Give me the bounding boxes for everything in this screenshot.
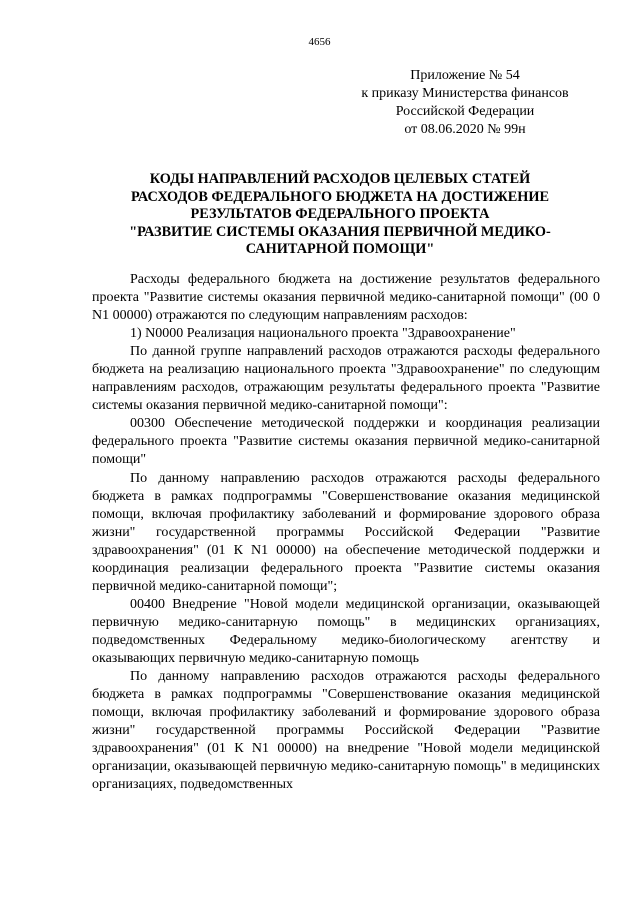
appendix-line: от 08.06.2020 № 99н: [404, 122, 526, 137]
document-body: [92, 271, 600, 794]
paragraph: 00300 Обеспечение методической поддержки и координация реализации федерального проекта "Развитие системы оказания первичной медико-санитарной помощи": [92, 416, 600, 468]
title-line: САНИТАРНОЙ ПОМОЩИ": [245, 241, 435, 258]
appendix-line: Приложение № 54: [410, 68, 520, 83]
document-title: [80, 171, 600, 259]
paragraph: 00400 Внедрение "Новой модели медицинской организации, оказывающей первичную медико-санитарную помощь" в медицинских организациях, подведомственных Федеральному медико-биологическому агентству и оказывающих первичную медико-санитарную помощь: [92, 596, 600, 666]
page-number: 4656: [308, 36, 331, 48]
appendix-line: Российской Федерации: [395, 104, 535, 119]
title-line: РАСХОДОВ ФЕДЕРАЛЬНОГО БЮДЖЕТА НА ДОСТИЖЕНИЕ: [130, 188, 550, 205]
paragraph: По данному направлению расходов отражаются расходы федерального бюджета в рамках подпрограммы "Совершенствование оказания медицинской помощи, включая профилактику заболеваний и формирование здорового образа жизни" государственной программы Российской Федерации "Развитие здравоохранения" (01 К N1 00000) на внедрение "Новой модели медицинской организации, оказывающей первичную медико-санитарную помощь" в медицинских организациях, подведомственных: [92, 669, 600, 793]
paragraph: По данному направлению расходов отражаются расходы федерального бюджета в рамках подпрограммы "Совершенствование оказания медицинской помощи, включая профилактику заболеваний и формирование здорового образа жизни" государственной программы Российской Федерации "Развитие здравоохранения" (01 К N1 00000) на обеспечение методической поддержки и координация реализации федерального проекта "Развитие системы оказания первичной медико-санитарной помощи";: [92, 470, 600, 594]
paragraph: 1) N0000 Реализация национального проекта "Здравоохранение": [130, 326, 516, 342]
title-line: "РАЗВИТИЕ СИСТЕМЫ ОКАЗАНИЯ ПЕРВИЧНОЙ МЕДИКО-: [129, 223, 551, 240]
paragraph: По данной группе направлений расходов отражаются расходы федерального бюджета на реализацию национального проекта "Здравоохранение" по следующим направлениям расходов, отражающим результаты федерального проекта "Развитие системы оказания первичной медико-санитарной помощи":: [92, 344, 600, 414]
appendix-block: [330, 67, 600, 139]
title-line: РЕЗУЛЬТАТОВ ФЕДЕРАЛЬНОГО ПРОЕКТА: [190, 206, 490, 223]
paragraph: Расходы федерального бюджета на достижение результатов федерального проекта "Развитие системы оказания первичной медико-санитарной помощи" (00 0 N1 00000) отражаются по следующим направлениям расходов:: [92, 272, 600, 324]
appendix-line: к приказу Министерства финансов: [361, 86, 569, 101]
title-line: КОДЫ НАПРАВЛЕНИЙ РАСХОДОВ ЦЕЛЕВЫХ СТАТЕЙ: [149, 171, 531, 187]
